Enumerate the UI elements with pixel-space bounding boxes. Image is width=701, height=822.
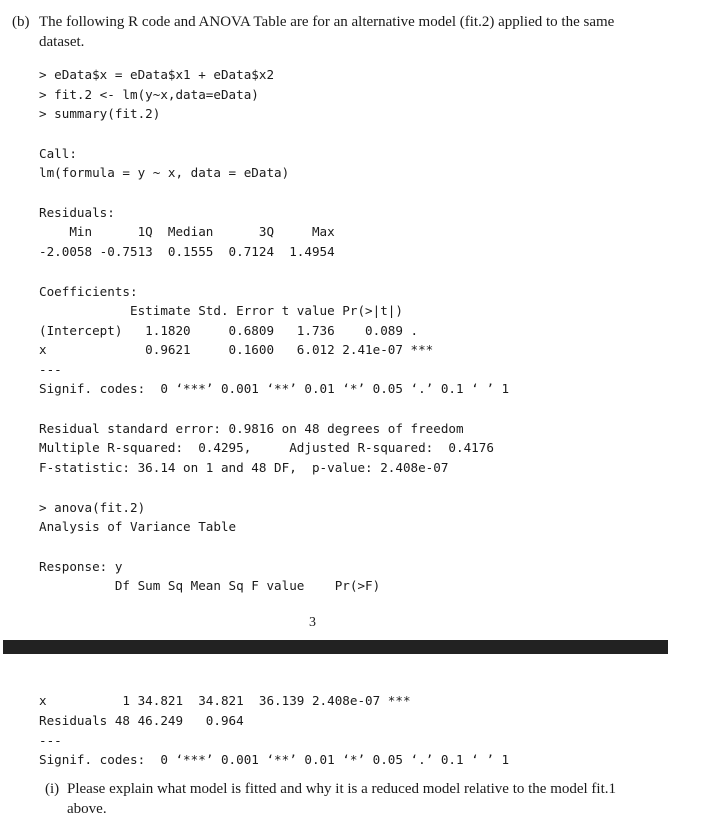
residuals-values: -2.0058 -0.7513 0.1555 0.7124 1.4954 [39,244,335,259]
separator: --- [39,733,62,748]
page-break-bar [3,640,668,654]
anova-row: Residuals 48 46.249 0.964 [39,713,244,728]
coefficients-header: Coefficients: [39,284,138,299]
page-number: 3 [309,615,316,630]
code-line: > summary(fit.2) [39,106,161,121]
code-line: > fit.2 <- lm(y~x,data=eData) [39,87,259,102]
coefficients-colnames: Estimate Std. Error t value Pr(>|t|) [39,303,403,318]
intro-line-2: dataset. [39,34,85,50]
code-line: > eData$x = eData$x1 + eData$x2 [39,67,275,82]
fit-stat-line: Multiple R-squared: 0.4295, Adjusted R-squared: 0.4176 [39,440,494,455]
coefficients-row: x 0.9621 0.1600 6.012 2.41e-07 *** [39,342,434,357]
anova-title: Analysis of Variance Table [39,519,237,534]
question-label: (i) [45,781,60,797]
coefficients-row: (Intercept) 1.1820 0.6809 1.736 0.089 . [39,323,419,338]
question-line-2: above. [67,801,107,817]
part-label: (b) [12,14,30,30]
residuals-labels: Min 1Q Median 3Q Max [39,224,335,239]
residuals-header: Residuals: [39,205,115,220]
anova-row: x 1 34.821 34.821 36.139 2.408e-07 *** [39,693,411,708]
separator: --- [39,362,62,377]
fit-stat-line: F-statistic: 36.14 on 1 and 48 DF, p-value: 2.408e-07 [39,460,449,475]
call-formula: lm(formula = y ~ x, data = eData) [39,165,290,180]
signif-codes: Signif. codes: 0 ‘***’ 0.001 ‘**’ 0.01 ‘*’ 0.05 ‘.’ 0.1 ‘ ’ 1 [39,381,510,396]
anova-command: > anova(fit.2) [39,500,146,515]
signif-codes: Signif. codes: 0 ‘***’ 0.001 ‘**’ 0.01 ‘*’ 0.05 ‘.’ 0.1 ‘ ’ 1 [39,752,510,767]
anova-colnames: Df Sum Sq Mean Sq F value Pr(>F) [39,578,381,593]
intro-line-1: The following R code and ANOVA Table are for an alternative model (fit.2) applied to the same [39,14,615,30]
call-header: Call: [39,146,77,161]
anova-response: Response: y [39,559,123,574]
question-line-1: Please explain what model is fitted and why it is a reduced model relative to the model fit.1 [67,781,617,797]
fit-stat-line: Residual standard error: 0.9816 on 48 degrees of freedom [39,421,464,436]
